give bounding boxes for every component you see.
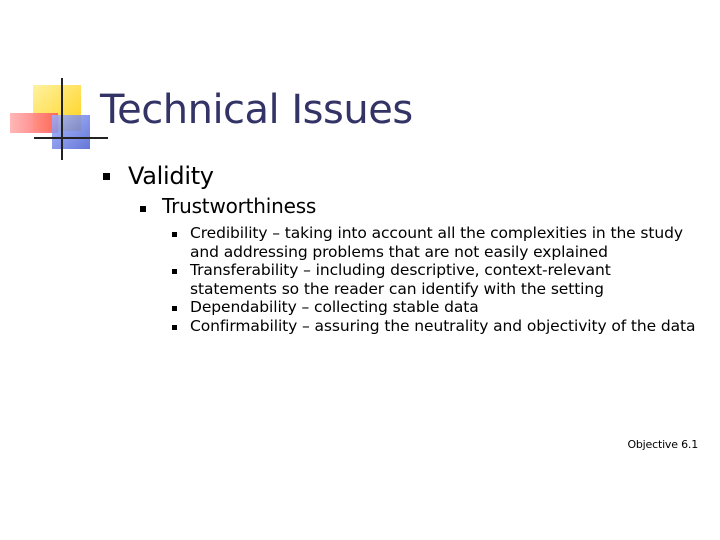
square-bullet-icon	[103, 173, 110, 180]
square-bullet-icon	[172, 269, 177, 274]
bullet-list-level3	[172, 224, 702, 336]
bullet-text: Transferability – including descriptive, context-relevant statements so the reader can identify with the setting	[190, 261, 611, 298]
bullet-level2-trustworthiness: Trustworthiness	[162, 194, 317, 218]
square-bullet-icon	[172, 232, 177, 237]
bullet-item-credibility	[172, 224, 702, 261]
bullet-item-confirmability	[172, 317, 702, 336]
logo-red-bar	[10, 113, 58, 133]
square-bullet-icon	[172, 325, 177, 330]
slide-title: Technical Issues	[100, 87, 413, 133]
slide-logo-icon	[0, 0, 110, 170]
logo-blue-square	[52, 115, 90, 149]
objective-footnote: Objective 6.1	[627, 438, 698, 451]
bullet-item-dependability	[172, 298, 702, 317]
square-bullet-icon	[172, 306, 177, 311]
bullet-text: Credibility – taking into account all the complexities in the study and addressing problems that are not easily explained	[190, 224, 683, 261]
bullet-level1-validity: Validity	[128, 162, 214, 190]
bullet-text: Dependability – collecting stable data	[190, 298, 479, 317]
bullet-item-transferability	[172, 261, 702, 298]
square-bullet-icon	[140, 206, 146, 212]
bullet-text: Confirmability – assuring the neutrality and objectivity of the data	[190, 316, 696, 335]
